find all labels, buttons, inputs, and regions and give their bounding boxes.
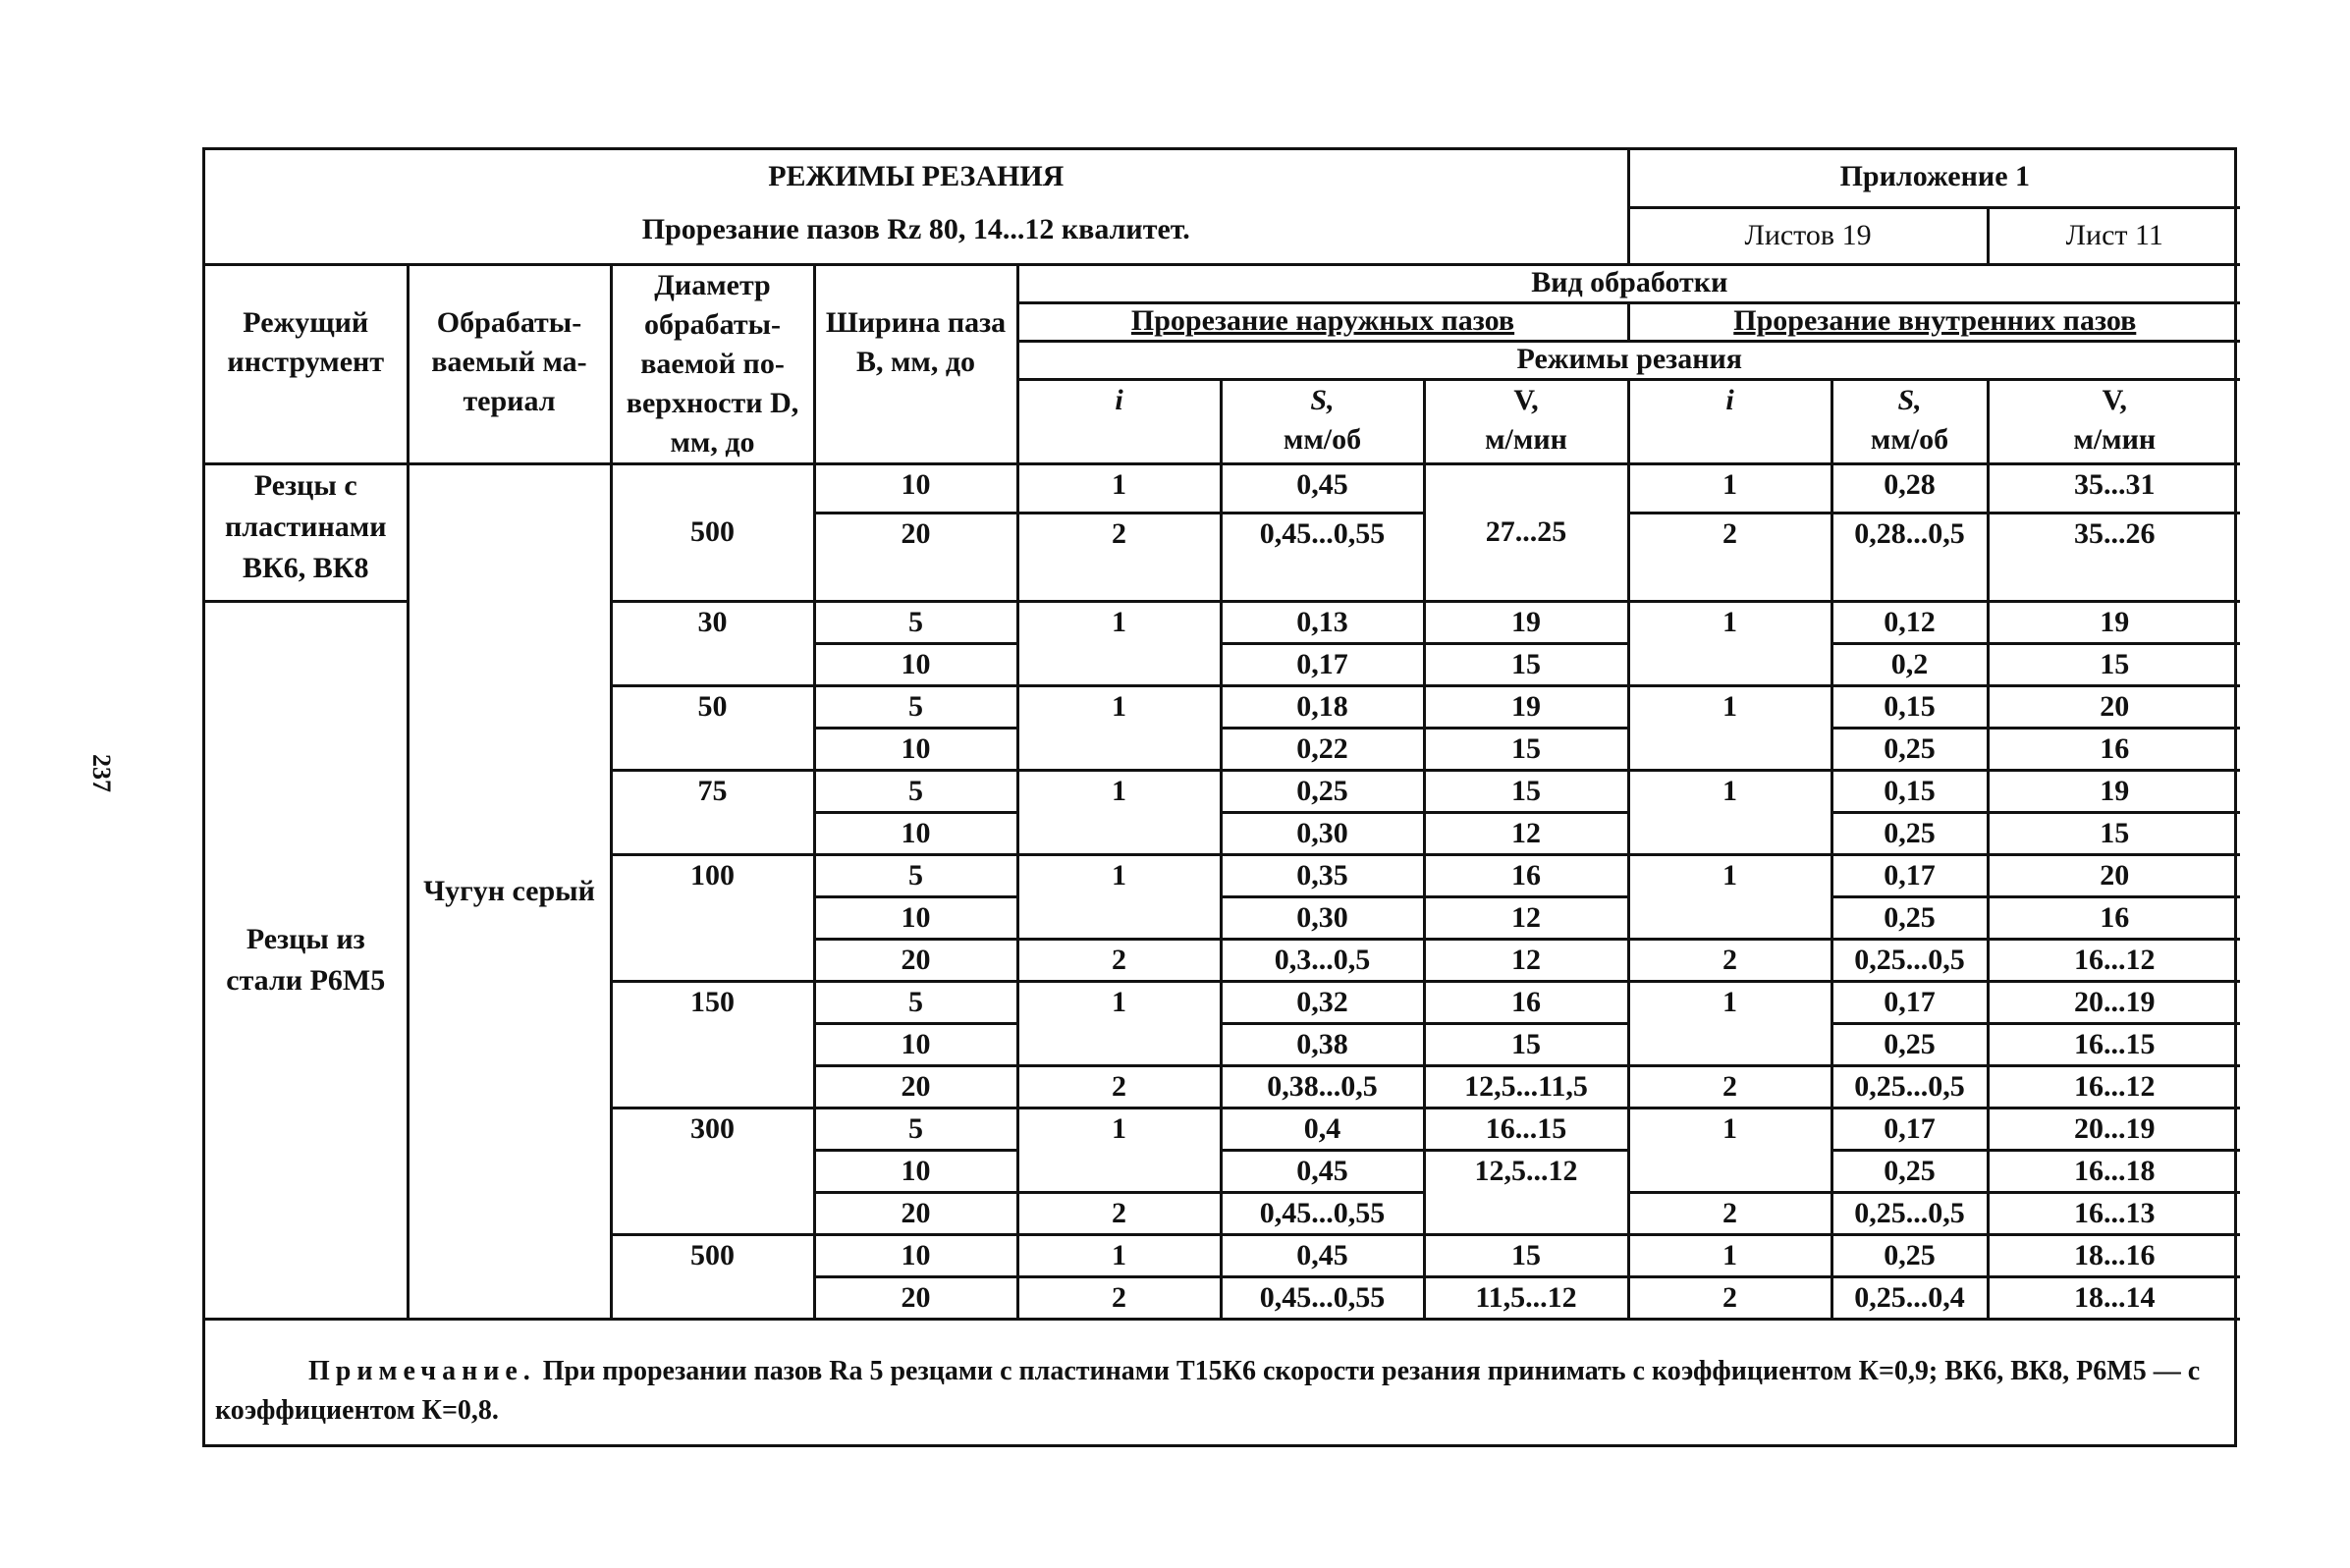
inner-v-value: 35...31 — [1988, 463, 2240, 513]
inner-s-value: 0,25 — [1831, 896, 1988, 939]
inner-s-value: 0,2 — [1831, 643, 1988, 685]
width-value: 5 — [814, 854, 1017, 896]
inner-v-value: 19 — [1988, 601, 2240, 643]
material-cast-iron: Чугун серый — [408, 463, 611, 1319]
outer-s-value: 0,32 — [1221, 981, 1424, 1023]
inner-v-value: 16...12 — [1988, 1065, 2240, 1108]
outer-v-value: 15 — [1424, 1234, 1628, 1276]
width-value: 10 — [814, 1023, 1017, 1065]
inner-s-value: 0,25...0,4 — [1831, 1276, 1988, 1319]
inner-s-value: 0,25 — [1831, 728, 1988, 770]
tool-carbide: Резцы с пластинами ВК6, ВК8 — [205, 463, 408, 601]
inner-i-value: 2 — [1628, 1192, 1831, 1234]
outer-s-value: 0,45...0,55 — [1221, 1192, 1424, 1234]
table-title: РЕЖИМЫ РЕЗАНИЯ — [768, 160, 1065, 192]
diameter-value: 100 — [611, 854, 814, 981]
width-value: 10 — [814, 728, 1017, 770]
inner-i-value: 2 — [1628, 939, 1831, 981]
outer-s-value: 0,30 — [1221, 812, 1424, 854]
page-number: 237 — [87, 754, 116, 792]
outer-s-value: 0,17 — [1221, 643, 1424, 685]
inner-s-value: 0,17 — [1831, 981, 1988, 1023]
outer-i-value: 1 — [1017, 1108, 1221, 1192]
inner-s-value: 0,17 — [1831, 1108, 1988, 1150]
width-value: 20 — [814, 1192, 1017, 1234]
inner-v-value: 35...26 — [1988, 513, 2240, 601]
inner-s-value: 0,25 — [1831, 1023, 1988, 1065]
width-value: 10 — [814, 463, 1017, 513]
col-header-inner: Прорезание внутренних пазов — [1628, 302, 2240, 341]
inner-s-value: 0,15 — [1831, 770, 1988, 812]
inner-v-value: 20...19 — [1988, 1108, 2240, 1150]
outer-v-value: 12 — [1424, 939, 1628, 981]
table-subtitle: Прорезание пазов Rz 80, 14...12 квалитет. — [641, 213, 1190, 245]
inner-v-value: 16 — [1988, 728, 2240, 770]
outer-s-value: 0,45...0,55 — [1221, 513, 1424, 601]
outer-v-value: 16...15 — [1424, 1108, 1628, 1150]
outer-i-value: 2 — [1017, 1065, 1221, 1108]
outer-i-value: 2 — [1017, 1192, 1221, 1234]
inner-s-value: 0,25...0,5 — [1831, 1192, 1988, 1234]
inner-i-value: 1 — [1628, 463, 1831, 513]
outer-s-value: 0,13 — [1221, 601, 1424, 643]
col-header-outer-v-unit: м/мин — [1485, 422, 1567, 456]
outer-v-value: 12 — [1424, 812, 1628, 854]
outer-i-value: 2 — [1017, 1276, 1221, 1319]
inner-i-value: 1 — [1628, 1234, 1831, 1276]
diameter-value: 75 — [611, 770, 814, 854]
inner-i-value: 2 — [1628, 1065, 1831, 1108]
width-value: 10 — [814, 643, 1017, 685]
inner-i-value: 1 — [1628, 854, 1831, 939]
inner-v-value: 16 — [1988, 896, 2240, 939]
col-header-outer-v-symbol: V, — [1513, 383, 1539, 416]
outer-v-value: 19 — [1424, 685, 1628, 728]
inner-i-value: 1 — [1628, 981, 1831, 1065]
inner-s-value: 0,25 — [1831, 812, 1988, 854]
outer-v-value: 16 — [1424, 854, 1628, 896]
outer-v-value: 11,5...12 — [1424, 1276, 1628, 1319]
outer-s-value: 0,4 — [1221, 1108, 1424, 1150]
width-value: 5 — [814, 685, 1017, 728]
col-header-diameter-text: Диаметр обрабаты-ваемой по-верхности D, мм, до — [626, 268, 799, 459]
col-header-inner-s-symbol: S, — [1897, 383, 1922, 416]
width-value: 10 — [814, 812, 1017, 854]
outer-v-value: 12 — [1424, 896, 1628, 939]
inner-v-value: 20 — [1988, 685, 2240, 728]
inner-s-value: 0,28 — [1831, 463, 1988, 513]
outer-s-value: 0,45...0,55 — [1221, 1276, 1424, 1319]
tool-steel: Резцы из стали Р6М5 — [205, 601, 408, 1319]
sheet-number: Лист 11 — [1988, 207, 2240, 264]
outer-v-value: 12,5...11,5 — [1424, 1065, 1628, 1108]
outer-v-value: 12,5...12 — [1424, 1150, 1628, 1234]
note-text: При прорезании пазов Ra 5 резцами с пластинами Т15К6 скорости резания принимать с коэффициентом К=0,9; ВК6, ВК8, Р6М5 — с коэффициентом К=0,8. — [215, 1356, 2201, 1426]
outer-s-value: 0,22 — [1221, 728, 1424, 770]
inner-i-value: 2 — [1628, 1276, 1831, 1319]
col-header-tool — [205, 264, 408, 463]
outer-i-value: 1 — [1017, 1234, 1221, 1276]
width-value: 20 — [814, 1065, 1017, 1108]
width-value: 20 — [814, 513, 1017, 601]
col-header-outer-v — [1424, 379, 1628, 463]
inner-v-value: 18...14 — [1988, 1276, 2240, 1319]
width-value: 5 — [814, 1108, 1017, 1150]
col-header-outer-s-unit: мм/об — [1283, 422, 1362, 456]
col-header-inner-s-unit: мм/об — [1870, 422, 1949, 456]
table-row — [205, 463, 2240, 513]
col-header-inner-v-symbol: V, — [2102, 383, 2127, 416]
col-header-inner-i: i — [1628, 379, 1831, 463]
col-header-width-text: Ширина паза В, мм, до — [825, 305, 1007, 378]
outer-s-value: 0,38...0,5 — [1221, 1065, 1424, 1108]
col-header-inner-v-unit: м/мин — [2073, 422, 2157, 456]
col-header-outer-i: i — [1017, 379, 1221, 463]
inner-s-value: 0,28...0,5 — [1831, 513, 1988, 601]
inner-s-value: 0,12 — [1831, 601, 1988, 643]
width-value: 10 — [814, 896, 1017, 939]
outer-s-value: 0,30 — [1221, 896, 1424, 939]
outer-i-value: 2 — [1017, 939, 1221, 981]
outer-i-value: 1 — [1017, 981, 1221, 1065]
diameter-value: 30 — [611, 601, 814, 685]
outer-i-value: 2 — [1017, 513, 1221, 601]
outer-s-value: 0,45 — [1221, 463, 1424, 513]
outer-i-value: 1 — [1017, 770, 1221, 854]
inner-s-value: 0,25 — [1831, 1150, 1988, 1192]
outer-s-value: 0,38 — [1221, 1023, 1424, 1065]
note-label: Примечание. — [308, 1356, 536, 1386]
inner-s-value: 0,15 — [1831, 685, 1988, 728]
col-header-material — [408, 264, 611, 463]
width-value: 10 — [814, 1150, 1017, 1192]
outer-s-value: 0,3...0,5 — [1221, 939, 1424, 981]
inner-v-value: 20...19 — [1988, 981, 2240, 1023]
appendix-label: Приложение 1 — [1628, 150, 2240, 207]
inner-v-value: 19 — [1988, 770, 2240, 812]
outer-i-value: 1 — [1017, 601, 1221, 685]
col-header-diameter — [611, 264, 814, 463]
inner-v-value: 18...16 — [1988, 1234, 2240, 1276]
outer-i-value: 1 — [1017, 463, 1221, 513]
inner-v-value: 16...15 — [1988, 1023, 2240, 1065]
table-note — [205, 1352, 2234, 1431]
width-value: 20 — [814, 1276, 1017, 1319]
width-value: 10 — [814, 1234, 1017, 1276]
inner-s-value: 0,25...0,5 — [1831, 1065, 1988, 1108]
inner-s-value: 0,17 — [1831, 854, 1988, 896]
outer-s-value: 0,45 — [1221, 1150, 1424, 1192]
diameter-value: 300 — [611, 1108, 814, 1234]
inner-v-value: 16...13 — [1988, 1192, 2240, 1234]
diameter-value: 50 — [611, 685, 814, 770]
col-header-outer: Прорезание наружных пазов — [1017, 302, 1628, 341]
width-value: 5 — [814, 601, 1017, 643]
outer-s-value: 0,35 — [1221, 854, 1424, 896]
inner-i-value: 1 — [1628, 770, 1831, 854]
inner-v-value: 16...12 — [1988, 939, 2240, 981]
width-value: 5 — [814, 770, 1017, 812]
inner-i-value: 1 — [1628, 601, 1831, 685]
outer-i-value: 1 — [1017, 854, 1221, 939]
diameter-value: 500 — [611, 463, 814, 601]
cutting-modes-sheet — [202, 147, 2237, 1447]
outer-v-value: 16 — [1424, 981, 1628, 1023]
col-header-modes: Режимы резания — [1017, 341, 2240, 379]
inner-s-value: 0,25 — [1831, 1234, 1988, 1276]
outer-v-value: 15 — [1424, 643, 1628, 685]
inner-v-value: 16...18 — [1988, 1150, 2240, 1192]
col-header-tool-text: Режущий инструмент — [227, 305, 385, 378]
table-title-cell — [205, 150, 1628, 264]
inner-i-value: 1 — [1628, 1108, 1831, 1192]
inner-i-value: 2 — [1628, 513, 1831, 601]
col-header-outer-s — [1221, 379, 1424, 463]
outer-v-value: 15 — [1424, 770, 1628, 812]
col-header-material-text: Обрабаты-ваемый ма-териал — [431, 305, 587, 417]
diameter-value: 150 — [611, 981, 814, 1108]
col-header-inner-s — [1831, 379, 1988, 463]
outer-v-value: 15 — [1424, 728, 1628, 770]
outer-v-value: 19 — [1424, 601, 1628, 643]
diameter-value: 500 — [611, 1234, 814, 1319]
sheets-total: Листов 19 — [1628, 207, 1988, 264]
inner-v-value: 15 — [1988, 812, 2240, 854]
col-header-inner-v — [1988, 379, 2240, 463]
outer-v-value: 15 — [1424, 1023, 1628, 1065]
outer-v-value: 27...25 — [1424, 463, 1628, 601]
width-value: 5 — [814, 981, 1017, 1023]
col-header-outer-s-symbol: S, — [1310, 383, 1335, 416]
outer-i-value: 1 — [1017, 685, 1221, 770]
inner-v-value: 20 — [1988, 854, 2240, 896]
col-header-kind: Вид обработки — [1017, 264, 2240, 302]
outer-s-value: 0,25 — [1221, 770, 1424, 812]
outer-s-value: 0,18 — [1221, 685, 1424, 728]
inner-i-value: 1 — [1628, 685, 1831, 770]
width-value: 20 — [814, 939, 1017, 981]
inner-v-value: 15 — [1988, 643, 2240, 685]
inner-s-value: 0,25...0,5 — [1831, 939, 1988, 981]
outer-s-value: 0,45 — [1221, 1234, 1424, 1276]
col-header-width — [814, 264, 1017, 463]
cutting-modes-table — [205, 150, 2240, 1321]
